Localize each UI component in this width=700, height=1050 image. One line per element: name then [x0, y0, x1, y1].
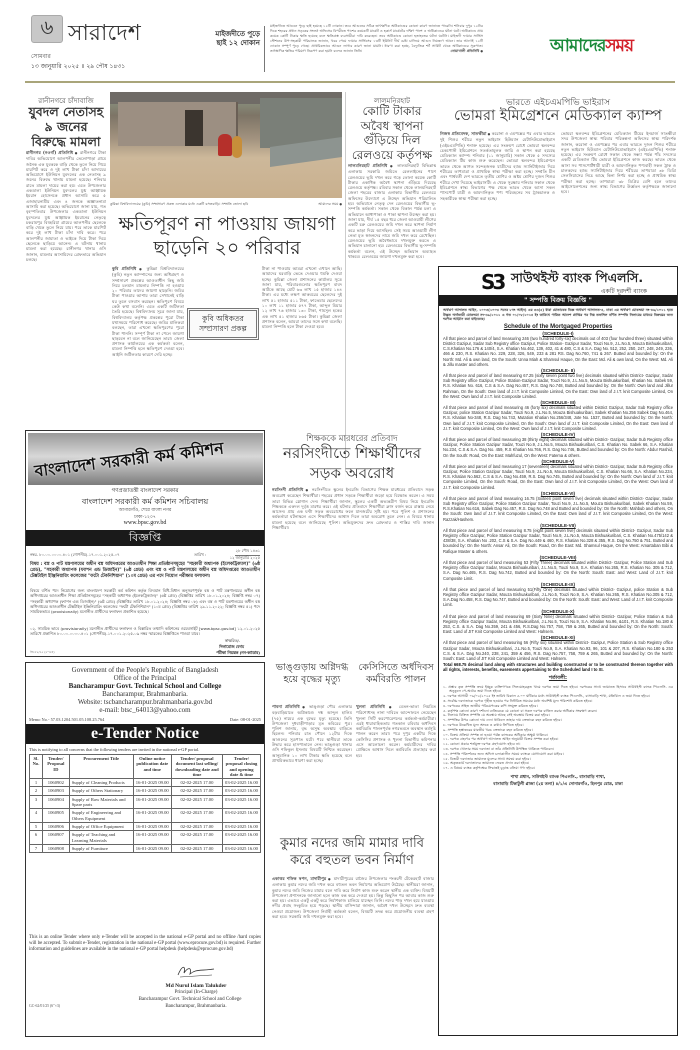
bpsc-body-2: ০২. সাময়িক ভাবে (provisionally) মনোনীত প্রার্থীদের ফলাফল ও বিস্তারিত তথ্যাদি কমিশনের ওয়েবসাইট [www.bpsc.gov.bd] ১২.০১.২০২৫ তারিখে প্রকাশিত ৮০.০০.০০০০.৪০১ (গোপনীয়).১৭.০০১.২০২৫-০৯ নম্বর স্মারকের বিজ্ঞপ্তিতে পাওয়া যাবে।	[30, 626, 260, 637]
issue-date: ১৩ জানুয়ারি ২০২৫ ॥ ২৯ পৌষ ১৪৩১	[31, 63, 126, 70]
bank-ad	[438, 266, 678, 1036]
tender-cell: 7	[30, 844, 43, 852]
tender-signer-inst: Bancharampur Govt. Technical School and College	[138, 997, 242, 1002]
schedule-title: Schedule of the Mortgaged Properties	[503, 323, 613, 330]
term-item: ১৩. দরপত্র খোলার সময় দরদাতা বা তাঁর প্রতিনিধি উপস্থিত থাকিতে পারিবেন।	[443, 746, 554, 751]
bpsc-website[interactable]: www.bpsc.gov.bd	[123, 520, 167, 526]
term-item: ৭. সম্পত্তির উপর কোনো দায় দেনা থাকিলে তাহার দায় ক্রেতাকে বহন করিতে হইবে।	[443, 718, 562, 723]
bank-footer-1: শাখা প্রধান, সাউথইস্ট ব্যাংক পিএলসি., বাসাবাড়ি শাখা,	[510, 773, 606, 779]
bpsc-ad	[25, 430, 265, 657]
bank-logo: S3	[481, 270, 504, 294]
tender-row	[30, 795, 261, 809]
hmpv-byline: নিজস্ব প্রতিবেদক, সাতক্ষীরা ●	[440, 131, 490, 136]
tender-cell: 02-02-2025 17.00	[171, 831, 222, 845]
schedule-text: All that piece and parcel of land measuring 53 (Fifty Three) decimals situated within District- Gazipur, Police Station and Sub Registry office Gazipur Sadar, Mouza Bishuakuribari, J.L.No.5, Touzi No.9, S.A. Khatian No.265, R.S. Khatian No. 305 & 712, S.A. Dag No.465, R.S. Dag No.742, Butted and bounded by: On the North: South: East: and West: Land of J.I.T. knit Composite Limit.	[443, 559, 673, 581]
schedule-label: (SCHEDULE-VII)	[540, 522, 576, 528]
schedule-text: All that piece and parcel of land measuring 56 (Fifty six) situated within District- Gazipur, Police Station & Sub Registry office Gazipur Sadar, Mouza Bishuakuribari, J.L.No.5, Touzi No.9, S.A. Khatian No.93, 96, 101 & 207, R.S. Khatian No.180 & 253 C.S. & S.A. Dag No.240, 238, 241, 359 & 456, R.S. Dag No.757, 758, 759 & 265, Butted and bounded by: On the North: South: East: Land of JIT Knit Composite Limited and West: Hahsem.	[443, 640, 673, 661]
tender-column-header: Tender/ Proposal ID	[42, 755, 69, 779]
tender-row	[30, 822, 261, 830]
left-story-headline: যুবদল নেতাসহ ৯ জনের বিরুদ্ধে মামলা	[28, 104, 104, 149]
tender-cell: 03-02-2025 16.00	[223, 779, 261, 787]
term-item: ২. দরপত্র আগামী ০৯/০২/২০২৫ ইং তারিখ বিকাল ৫.০০ ঘটিকার মধ্যে সাউথইস্ট ব্যাংক পিএলসি., বাসাবাড়ি শাখা, মতিঝিল এ জমা দিতে হইবে।	[443, 694, 650, 699]
bank-footer-2: বাসাবাড়ি টিকাটুলী প্লাজা (২য় তলা) ৪/১/এ সোনারগাঁও, হিলপুর রোড, ঢাকা	[493, 780, 623, 786]
schedule-text: All that piece and parcel of land measuring 17 (seventeen) decimals situated within District- Gazipur, Sadar Sub Registry office Gazipur, Police Station Gazipur Sadar, Touzi No.9, J.L.No.5, Mouza Bishuakuribari, C.S. Khatian No.66, S.A. Khatian No.234, R.S. Khatian No.562, C.S & S.A. Dag No.459, R.S. Dag No.745, Butted and bounded by: On the North: Own land of J.I.T. knit Composite Limited, On the South: Road, On the East: Own land of J.I.T. knit Composite Limited, On the West: Own land of J.I.T. knit Composite Limited.	[443, 463, 673, 490]
tender-table	[29, 754, 261, 853]
term-item: ১৭. এ বিষয়ে ব্যাংক কর্তৃপক্ষের সিদ্ধান্তই চূড়ান্ত বলিয়া গণ্য হইবে।	[443, 766, 535, 771]
tender-cell: 02-02-2025 17.00	[171, 822, 222, 830]
tender-gov: Government of the People's Republic of Bangladesh	[71, 666, 219, 674]
tender-cell: Supply of Engineering and Others Equipment	[69, 809, 133, 823]
schedule-text: All that piece and parcel of land measuring 8.75 (eight point seven five) decimals situated within District- Gazipur, Sadar Sub Registry office Gazipur, Police Station Gazipur Sadar, Touzi No.9, J.L.No.5, Mouza Bishuakuribari, C.S. Khatian No.475/142 & 438/38, S.A. Khatian No .202, C.S & S.A. Dag No.449 & 460, R.S. Khatian No.328 & 355, R.S. Dag No.750 & 751. Butted and bounded by: On the North: Ansar Ali, On the South: Road, On the East: Md. Shamsul Haque, On the West: Amartaban Bibi & Rafique Master & others.	[443, 527, 673, 554]
term-item: ১০. বিক্রয় প্রক্রিয়া সম্পন্ন না হওয়া পর্যন্ত ব্যাংকের অধিকার অক্ষুণ্ণ থাকিবে।	[443, 732, 548, 737]
schedule-label: (SCHEDULE- III)	[540, 400, 576, 406]
schedule-label: (SCHEDULE-V)	[541, 458, 575, 464]
pull-quote-text: কুবি অধিকতর সম্প্রসারণ প্রকল্প	[199, 314, 247, 333]
tender-code: GC-62/01/25 (6"×3)	[29, 1004, 61, 1008]
main-story-body-2: টাকা না পাওয়ায় আমরা এখনো এখানে আছি। আমাদের ঘরবাড়ি ভেঙে দেওয়ার হুমকি দেওয়া হচ্ছে। কুমিল্লা জেলা প্রশাসনের কার্যালয় সূত্রে জানা যায়, পরিবারগুলোর ক্ষতিপূরণ বাবদ আটকে আছে মোট ৬৩ লাখ ১৫ হাজার ১৪৪ টাকা। এর মধ্যে লক্ষণ আকবরের ছেলেদের দুই লাখ ৫১ হাজার ৫১১ টাকা, ফাতেমার ছেলেদের ১০ লাখ ১১ হাজার ৫৭৭ টাকা, আব্দুল মিয়ার ১২ লাখ ৭৬ হাজার ১৩০ টাকা, শামসুল হকের এক লাখ ৫১ হাজার ৮৬৫ টাকা। কুমিল্লা জেলা প্রশাসক বলেন, আমরা তাদের সঙ্গে কথা বলেছি। মামলা নিষ্পত্তি হলে টাকা দেওয়া হবে।	[229, 266, 342, 468]
schedule-text: All that piece and parcel of land measuring 246 (two hundred forty-six) decimals out of 403 (four hundred three) situated within District Gazipur, Sadar Sub Registry office Gazipur, Police Station- Gazipur Sadar, Touzi No.9, J.L.No.5, Mouza Bishuakuribari, C.S.Khatian No.176 & 140/4, S.A. Khatian No.462, 139, 402, 41 & 480, C.S & S.A. Dag No. 512, 252, 250, 247, 248, 249, 236, 466 & 230, R.S. Khatian No. 229, 228, 326, 549, 233 & 281 RS. Dag No.760, 741 & 267. Butted and bounded by: On the North: Md. Ali & own land, On the South: Unna Miah & Shamsul Haque, On the East: Md. Ali & own land, On the West: Md. Ali & Jillu master and others.	[443, 335, 673, 367]
tender-row	[30, 779, 261, 787]
tender-row	[30, 831, 261, 845]
bank-tagline: একটি দূরদর্শী ব্যাংক	[600, 288, 647, 295]
photo-person-2	[232, 136, 242, 158]
tender-cell: 2	[30, 787, 43, 795]
bpsc-date-2: ১২ জানুয়ারি ২০২৫	[229, 555, 260, 560]
tender-cell: Supply of Office Equipment	[69, 822, 133, 830]
schedule-label: (SCHEDULE-XI)	[540, 635, 576, 641]
tender-cell: Supply of Teaching and Learning Materials	[69, 831, 133, 845]
page-number-box	[31, 15, 63, 43]
fire-headline: ভাঙ্গুড়ায় অগ্নিদগ্ধ হয়ে বৃদ্ধের মৃত্যু	[275, 662, 349, 685]
tender-cell: Supply of Others Stationary	[69, 787, 133, 795]
term-item: ১১. দরপত্র গ্রহণের পর অর্থঋণ আদালত আইন অনুযায়ী বিক্রয় সম্পন্ন করা হইবে।	[443, 737, 559, 742]
bpsc-signature-1: স্বাক্ষরিত/-	[224, 638, 240, 643]
schedule-label: (SCHEDULE-X)	[541, 608, 575, 614]
bpsc-signature-2: দিলারোজ বেগম	[219, 644, 244, 649]
bank-banner: " সম্পত্তি বিক্রয় বিজ্ঞপ্তি "	[439, 295, 677, 306]
tender-email[interactable]: e-mail: btsc_64013@yahoo.com	[99, 706, 191, 714]
schedule-text: All that piece and parcel of land measuring 67.25 (sixty seven point two five) decimals situated within District- Gazipur, Sadar Sub Registry office Gazipur, Police Station-Gazipur Sadar, Touzi No.9, J.L.No.5, Mouza Bishuakuribari, Khatian No. Sabek 59, R.S. Khatian No. 616, C.S & S.A. Dag No.457, R.S. Dag No.748, Butted and bounded by: On the North: Own land and Jillur Rahman, On the South: Own land of J.I.T. knit Composite Limited, On the East: Own land of J.I.T. knit Composite Limited, On the West: Own land of J.I.T. knit Composite Limited.	[443, 373, 673, 399]
tender-column-header: Procurement Title	[69, 755, 133, 779]
schedule-text: All that piece and parcel of land measuring 51(Fifty One) decimals situated within District- Gazipur, police Station & Sub Registry office Gazipur Sadar, Mouza Bishuakuribari, J.L.No.5, Touzi No.9, S.A. Khatian No.265, R.S. Khatian No.305 & 712, S.A.Dag No.458, R.S. Dag No.747, Butted and bounded by: On the North: South: East: and West: Land of J.I.T. knit Composite Limit.	[443, 586, 673, 608]
tender-cell: Supply of Cleaning Products	[69, 779, 133, 787]
tender-cell: 03-02-2025 16.00	[223, 787, 261, 795]
term-item: ১৪. সম্পত্তি পরিদর্শনের জন্য অফিস চলাকালীন সময়ে ব্যাংকে যোগাযোগ করা যাইবে।	[443, 751, 564, 756]
bpsc-subject: বিষয় : বস্ত্র ও পাট মন্ত্রণালয়ের অধীন বস্ত্র অধিদপ্তরের আওতাধীন শিক্ষা প্রতিষ্ঠানসমূহের "সহকারী অধ্যাপক (ইলেকট্রিক্যাল)" (৬ষ্ঠ গ্রেড), "সহকারী অধ্যাপক (ফ্যাশন এন্ড ডিজাইন)" (৬ষ্ঠ গ্রেড) এবং বস্ত্র ও পাট মন্ত্রণালয়ের অধীন বস্ত্র অধিদপ্তরের আওতাধীন টেক্সটাইল ইঞ্জিনিয়ারিং কলেজের "ফটো টেকনিশিয়ান" (১০ম গ্রেড) এর পদে নিয়োগ পরীক্ষার ফলাফল।	[30, 562, 260, 579]
protest-headline: নরসিংদীতে শিক্ষার্থীদের সড়ক অবরোধ	[283, 444, 421, 482]
photo-door	[185, 110, 203, 146]
rail-story-body: লালমনিরহাট প্রতিনিধি ● লালমনিরহাট বিভিন্নাস্থ এলাকায় সরকারি জমিতে রেললাইনের পাশে রেলওয়ের ভূমি দখল করে গড়ে তোলা কয়েক কোটি টাকার একাধিক অবৈধ স্থাপনা গুঁড়িয়ে দিয়েছে রেলওয়ে কর্তৃপক্ষ। রবিবার সকাল থেকে লালমনিরহাট জেলা শহরের বাজার এলাকায় বিভাগীয় রেলওয়ে অফিসের উদ্যোগে এ উচ্ছেদ অভিযান পরিচালিত হয়। অভিযানে নেতৃত্ব দেন রেলওয়ের বিভাগীয় ভূ-সম্পত্তি কর্মকর্তা। সকাল থেকে বিকাল পর্যন্ত চলা এ অভিযানে আধাপাকা ও পাকা স্থাপনা উচ্ছেদ করা হয়। জানা যায়, দীর্ঘ ১৫ বছর ধরে জেলা আওয়ামী লীগের একটি চক্র রেলওয়ের জমি দখল করে স্থাপনা নির্মাণ করে ভাড়া দিয়ে আসছিল। সেই সময় আওয়ামী লীগ নেতা মৃত স্বজনদের নামে জমি দখল করে রেখেছিল। রেলওয়ের ভূমি অবৈধভাবে দখলমুক্ত করতে এ অভিযান চালানো হয়। রেলওয়ের বিভাগীয় ভূ-সম্পত্তি কর্মকর্তা বলেন, এই উচ্ছেদ অভিযান অব্যাহত থাকবে। রেলওয়ের জায়গা দখলমুক্ত করা হবে।	[348, 163, 436, 466]
left-story-byline: রানীনগর (নওগাঁ) প্রতিনিধি ●	[26, 150, 78, 155]
river-body: একাত্তর শফিক স্বপন, মাদারীপুর ● মাদারীপুরের রাজৈর উপজেলার শংকরদী টেকেরহাট বাজার এলাকায় কুমার নদের জমি দখল করে বহুতল ভবন নির্মাণের অভিযোগ উঠেছে। স্থানীয়রা জানান, কুমার নদের জমি নিজের মামার বলে দাবি করে নির্মাণ কাজ শুরু করেন স্থানীয় এক ব্যক্তি। বিষয়টি উপজেলা প্রশাসনকে জানানো হলে কাজ বন্ধ করে দেওয়া হয়। কিন্তু কিছুদিন পর আবার কাজ শুরু করা হয়। এভাবে একটু একটু করে নির্মাণকাজ চালিয়ে যাচ্ছেন তিনি। নদের পাড় দখল হয়ে যাওয়ায় নদীর প্রবাহ সংকুচিত হয়ে পড়ছে। স্থানীয় বাসিন্দারা জানান, অবৈধ দখল উচ্ছেদে দ্রুত ব্যবস্থা নেওয়া প্রয়োজন। উপজেলা নির্বাহী কর্মকর্তা বলেন, বিষয়টি তদন্ত করে প্রয়োজনীয় ব্যবস্থা গ্রহণ করা হবে। সরকারি জমি দখলমুক্ত করা হবে।	[272, 876, 434, 1038]
tender-cell: 02-02-2025 17.00	[171, 779, 222, 787]
protest-body: নরসিংদী প্রতিনিধি ● নরসিংদীতে স্কুলের ইংরেজি বিভাগের শিক্ষক মারধরের প্রতিবাদে সড়ক অবরোধ করেছেন শিক্ষার্থীরা। শহরের প্রধান সড়কে শিক্ষার্থীরা জড়ো হয়ে বিক্ষোভ করেন। এ সময় তারা বিভিন্ন স্লোগান দেন। শিক্ষার্থীরা জানান, স্কুলের একটি অভ্যন্তরীণ বিষয় নিয়ে ইংরেজি শিক্ষককে একদল দুর্বৃত্ত মারধর করে। এই ঘটনার প্রতিবাদে শিক্ষার্থীরা ক্লাস বর্জন করে রাস্তায় নেমে আসেন। প্রায় এক ঘণ্টা সড়ক অবরোধের ফলে যানজটের সৃষ্টি হয়। পরে পুলিশ ও প্রশাসনের কর্মকর্তারা ঘটনাস্থলে এসে শিক্ষার্থীদের আশ্বাস দিলে তারা অবরোধ তুলে নেন। এ বিষয়ে থানায় মামলা হয়েছে বলে জানিয়েছে পুলিশ। অভিযুক্তদের দ্রুত গ্রেফতার ও শাস্তির দাবি জানান শিক্ষার্থীরা।	[272, 487, 434, 657]
tender-cell: Supply of Furniture	[69, 844, 133, 852]
schedule-label: (SCHEDULE-IV)	[540, 432, 576, 438]
brief-byline: নোয়াখালী প্রতিনিধি ●	[451, 49, 483, 54]
tender-cell: 1060905	[42, 809, 69, 823]
tender-signer-place: Bancharampur, Brahmanbaria.	[165, 1004, 227, 1009]
hmpv-headline: ভোমরা ইমিগ্রেশনে মেডিক্যাল ক্যাম্প	[454, 108, 662, 124]
tender-cell: 16-01-2025 09.00	[133, 787, 171, 795]
tender-cell: 16-01-2025 09.00	[133, 809, 171, 823]
term-item: ১. প্রস্তাব কৃত সম্পত্তি ক্রয়ে ইচ্ছুক ব্যক্তিগণকে সিলমোহরকৃত খামে দরপত্র জমা দিতে হইবে। দরপত্রের সাথে জামানত হিসাবে সাউথইস্ট ব্যাংক পিএলসি. এর অনুকূলে পে-অর্ডার জমা দিতে হইবে।	[443, 684, 673, 694]
tender-cell: 03-02-2025 16.00	[223, 822, 261, 830]
fire-byline: পাবনা প্রতিনিধি ●	[272, 704, 306, 709]
tender-place: Bancharampur, Brahmanbaria.	[102, 690, 188, 698]
schedule-text: All that piece and parcel of land measuring 38 (thirty eight) decimals situated within District- Gazipur, Sadar Sub Registry office Gazipur, Police Station Gazipur Sadar, Touzi No.9, J.L.No.5, Mouza Bishuakuribari, C.S. Khatian No. Sabek 66, S.A. Khatian No.234, C.S & S.A. Dag No. 459, R.S Khatian No.766, R.S. Dag No.746, Butted and bounded by: On the North: Abdur Rashid, On the South: Road, On the East: Mahfuzul, On the West: Fatema & others.	[443, 437, 673, 458]
kcc-body: খুলনা প্রতিনিধি ● বেতন-ভাতা নিয়মিত পরিশোধসহ নানা দাবিতে আন্দোলনে নেমেছেন খুলনা সিটি করপোরেশনের কর্মকর্তা-কর্মচারীরা। এরই ধারাবাহিকতায় গতকাল রবিবার অর্ধদিবস কর্মবিরতি পালনপূর্বক নগরভবনে অবস্থান কর্মসূচি পালন করেন তারা। পরে দুপুর একটার দিকে কেসিসির প্রশাসক ও খুলনা বিভাগীয় কমিশনার এসে আলোচনা করেন। কর্মচারীদের দাবির প্রেক্ষিতে আশ্বাস দিলে কর্মবিরতি প্রত্যাহার করা হয়।	[356, 704, 436, 829]
bpsc-date-1: ২৮ পৌষ ১৪৩১	[235, 548, 260, 556]
news-photo	[110, 92, 342, 198]
main-story-body: কুবি প্রতিনিধি ● কুমিল্লা বিশ্ববিদ্যালয়ের (কুবি) নতুন ক্যাম্পাসের জন্য অধিগ্রহণ ও সম্প্রসারণ প্রকল্পের আওতাধীন কিছু জমি নিয়ে চলমান মামলার নিষ্পত্তি না হওয়ায় ২০ পরিবার তাদের জায়গা ছাড়েনি। জমির টাকা পাওয়ার আশায় তারা সেখানেই বাড়ি ঘর তুলে বসবাস করছেন। ক্ষতিপূরণ বিষয়ে কেউ কথা বলেনি। এতে একটি জটিলতা তৈরি হয়েছে। বিশ্ববিদ্যালয় সূত্রে জানা যায়, বিশ্ববিদ্যালয় কর্তৃপক্ষ প্রকল্পের পুরো টাকা যথাসময়ে পরিশোধ করেছে। জমির মালিকরা বলছেন, তারা এখনো ক্ষতিপূরণের পুরো টাকা পাননি। সম্পূর্ণ টাকা না পেলে জায়গা ছাড়বেন না বলে জানিয়েছেন তারা। জেলা প্রশাসক কার্যালয়ের এক কর্মকর্তা বলেন, মামলা নিষ্পত্তি হলে ক্ষতিপূরণ দেওয়া হবে। আইনি জটিলতার কারণে দেরি হচ্ছে।	[112, 266, 224, 468]
schedule-label: (SCHEDULE-VIII)	[539, 554, 577, 560]
tender-cell: 03-02-2025 16.00	[223, 809, 261, 823]
term-item: ৯. সম্পত্তি হস্তান্তরের যাবতীয় খরচ ক্রেতাকে বহন করিতে হইবে।	[443, 727, 533, 732]
schedule-label: (SCHEDULE-IX)	[540, 581, 576, 587]
bpsc-body: বিষয়ে বর্ণিত পদে নিয়োগের জন্য বাংলাদেশ সরকারী কর্ম কমিশন কর্তৃক বিদ্যমান বিধি-বিধান অনুসরণপূর্বক বস্ত্র ও পাট মন্ত্রণালয়ের অধীন বস্ত্র অধিদপ্তরের আওতাধীন শিক্ষা প্রতিষ্ঠানসমূহের "সহকারী অধ্যাপক (ইলেকট্রিক্যাল)" (৬ষ্ঠ গ্রেড) (বিজ্ঞপ্তির তারিখ ১৮.০১.২০২৪; বিজ্ঞপ্তি নম্বর ০৭) "সহকারী অধ্যাপক (ফ্যাশন এন্ড ডিজাইন)" (৬ষ্ঠ গ্রেড) (বিজ্ঞপ্তির তারিখ ১৮.০১.২০২৪; বিজ্ঞপ্তি নম্বর ০৮) এবং বস্ত্র ও পাট মন্ত্রণালয়ের অধীন বস্ত্র অধিদপ্তরের আওতাধীন টেক্সটাইল ইঞ্জিনিয়ারিং কলেজের "ফটো টেকনিশিয়ান" (১০ম গ্রেড) (বিজ্ঞপ্তির তারিখ ২৯.১১.২০২২; বিজ্ঞপ্তি নম্বর ৫১) পদে সাময়িকভাবে (provisionally) মনোনীত প্রার্থীদের ফলাফল প্রকাশিত হয়েছে।	[30, 588, 260, 615]
logo-part-red: সময়	[605, 36, 633, 56]
main-story-byline: কুবি প্রতিনিধি ●	[112, 266, 144, 271]
hmpv-kicker: ভারতে এইচএমপিভি ভাইরাস	[505, 98, 611, 108]
tender-cell: 02-02-2025 17.00	[171, 787, 222, 795]
river-headline: কুমার নদের জমি মামার দাবি করে বহুতল ভবন নির্মাণ	[280, 836, 424, 868]
tender-office: Office of the Principal	[113, 674, 177, 682]
bpsc-title: বিজ্ঞপ্তি	[129, 530, 161, 544]
left-story-body: রানীনগর (নওগাঁ) প্রতিনিধি ● রানীনগরে টাকা দাবির অভিযোগে আলপনীর তেলোপাড়া গ্রামে জনৈক এক যুবককে বাড়ি থেকে তুলে নিয়ে গিয়ে মারপিট করে ও দুই লাখ টাকা চাঁদা আদায়ের অভিযোগে ইউনিয়ন যুবদলের এক নেতাসহ ৯ জনের বিরুদ্ধে থানায় মামলা হয়েছে। শনিবার রাতে মামলা দায়ের করা হয়। এতে উপজেলার একডালা ইউনিয়ন যুবদলের যুগ্ম আহ্বায়ক ইমরান হোসেনকে প্রধান আসামি করে ৫ এজাহারনামীয় এবং ৪ জনকে অজ্ঞাতনামা আসামি করা হয়েছে। অভিযোগে জানা যায়, গত বৃহস্পতিবার উপজেলার একডালা ইউনিয়ন যুবদলের যুগ্ম আহ্বায়ক ইমরানের নেতৃত্বে চকরামপুর বিষহরিয়া গ্রামের আলপনীর ছেলেকে বাড়ি থেকে তুলে নিয়ে যায়। পরে তাকে মারপিট করে দুই লাখ টাকা চাঁদা দাবি করে। পরে আলপনীর জামাতা ও ভাইকে দিয়ে টাকা দিয়ে ছেলেকে ছাড়িয়ে আনেন। এ ঘটনায় থানায় মামলা করা হয়েছে। রানীনগর থানার ওসি জানান, মামলার আসামিদের গ্রেফতারে অভিযান চলছে।	[26, 150, 106, 468]
tender-column-header: Online notice publication date and time	[133, 755, 171, 779]
tender-cell: 3	[30, 795, 43, 809]
tender-cell: 16-01-2025 09.00	[133, 844, 171, 852]
schedule-label: (SCHEDULE- II)	[541, 368, 575, 373]
fire-body: পাবনা প্রতিনিধি ● ভাঙ্গুড়া পৌর এলাকার বড়বাড়িয়াতে অগ্নিকাণ্ডে দগ্ধ আব্দুল হালিম (৭৫) নামের এক বৃদ্ধের মৃত্যু হয়েছে। তিনি উপজেলা দুধবাড়ীপাড়ার মৃত কবিরের পুত্র। পুলিশ জানায়, বৃদ্ধ অসুস্থ অবস্থায় বাড়িতে ছিলেন। শনিবার রাত পৌনে ১২টার দিকে আগুনের সূত্রপাত ঘটে। পরে স্থানীয়রা তাকে উদ্ধার করে হাসপাতালে নেন। ভাঙ্গুড়া থানার ওসি শফিকুল ইসলাম বিষয়টি নিশ্চিত করেছেন। আনুমানিক ১০ লাখ টাকার ক্ষতি হয়েছে বলে প্রাথমিকভাবে ধারণা করা হচ্ছে।	[272, 704, 352, 829]
tender-note: This is an online Tender where only e-Tender will be accepted in the national e-GP portal and no offline /hard copies will be accepted. To submit e-Tender, registration in the national e-GP portal (www.eprocure.gov.bd) is required. Further information and guidelines are available in the national e-GP portal helpdesk (helpdesk@eprocure.gov.bd)	[29, 935, 261, 952]
tender-signer-title: Principal (In-Charge)	[174, 990, 218, 995]
terms-list	[443, 685, 673, 771]
masthead-rule	[25, 81, 675, 83]
bpsc-signature-3: পরীক্ষা নিয়ন্ত্রক (নন-ক্যাডার)	[216, 650, 260, 655]
tender-cell: 16-01-2025 09.00	[133, 795, 171, 809]
bpsc-address-2: ঢাকা-১২০৭	[134, 515, 156, 520]
rail-story-kicker: লালমনিরহাট	[374, 97, 410, 105]
photo-person	[218, 134, 232, 156]
tender-cell: 1	[30, 779, 43, 787]
section-title: সারাদেশ	[68, 21, 141, 46]
term-item: ৫. কর্তৃপক্ষ কোনো কারণ দর্শানো ব্যতিরেকে যে কোনো বা সকল দরপত্র বাতিল করার অধিকার সংরক্ষণ করেন।	[443, 708, 598, 713]
bpsc-gov: গণপ্রজাতন্ত্রী বাংলাদেশ সরকার	[111, 488, 179, 494]
signature-icon	[176, 963, 216, 979]
tender-institution: Bancharampur Govt. Technical School and College	[68, 682, 222, 690]
tender-column-header: Sl. No.	[30, 755, 43, 779]
photo-caption: কুমিল্লা বিশ্ববিদ্যালয়ের (কুবি) সম্প্রসারণ প্রকল্প এলাকার মধ্যে একটি বসতবাড়ি। সম্প্রতি তোলা ছবি আমাদের সময় ●	[110, 201, 342, 208]
tender-cell: 16-01-2025 09.00	[133, 779, 171, 787]
tender-cell: 03-02-2025 16.00	[223, 831, 261, 845]
term-item: ১২. কোনো প্রকার শর্তযুক্ত দরপত্র গ্রহণযোগ্য হইবে না।	[443, 742, 521, 747]
tender-column-header: Tender/ proposal document last selling/ downloading date and time	[171, 755, 222, 779]
tender-cell: 1060904	[42, 795, 69, 809]
tender-ad	[25, 662, 265, 1037]
rail-divider-left	[345, 92, 346, 472]
terms-title: শর্তাবলী:	[548, 674, 568, 681]
main-headline: ক্ষতিপূরণ না পাওয়ায় জায়গা ছাড়েনি ২০ পরিবার	[118, 213, 336, 259]
tender-memo: Memo No.- 57.03.1204.501.05.108.25.764	[29, 717, 105, 722]
term-item: ৪. দরপত্রের সহিত জাতীয় পরিচয়পত্রের কপি সংযুক্ত করিতে হইবে।	[443, 703, 538, 708]
tender-cell: 03-02-2025 16.00	[223, 844, 261, 852]
page-number: ৬	[40, 14, 54, 39]
photo-credit: আমাদের সময় ●	[318, 201, 342, 208]
tender-cell: 16-01-2025 09.00	[133, 822, 171, 830]
term-item: ৮. দরপত্রে উল্লেখিত মূল্য অংকে ও কথায় লিখিতে হইবে।	[443, 722, 524, 727]
tender-cell: 02-02-2025 17.00	[171, 795, 222, 809]
tender-date: Date: 08-01-2025	[229, 717, 261, 722]
brief-body: মাইজদীতে আগুনে পুড়ে ছাই হয়েছে ১২টি দোকান। তবে আগুনের সঠিক তাৎক্ষণিক অগ্নিকাণ্ডের কোনো কারণ জানাতে পারেনি। শনিবার দুপুর ১২টার দিকে শহরের প্রধান সড়কের সংলগ্ন অফিসের বিপরীতে পাশের কয়েকটি মার্কেট ও হকার্স মার্কেটের দক্ষিণ পাশে এ অগ্নিকাণ্ডের ঘটনা ঘটে। অগ্নিকাণ্ডে প্রায় কয়েক কোটি টাকার ক্ষতি হয়েছে বলে ক্ষতিগ্রস্ত ব্যবসায়ীরা দাবি করেছেন। তবে অগ্নিকাণ্ডে কোনো হতাহতের ঘটনা ঘটেনি। মাইজদী ফায়ার সার্ভিস স্টেশনের উপ-সহকারী পরিচালক জানান, খবর পেয়ে ফায়ার সার্ভিসের ১৩টি ইউনিট দীর্ঘ চেষ্টা চালিয়ে আগুন নিয়ন্ত্রণে আনে। তার আগেই ১২টি দোকান সম্পূর্ণ পুড়ে গেছে। প্রাথমিকভাবে আগুন লাগার কারণ জানা যায়নি। ধারণা করা হচ্ছে, বৈদ্যুতিক শর্ট সার্কিট থেকে অগ্নিকাণ্ডের সূত্রপাত। তাৎক্ষণিক ক্ষতির পরিমাণ নিরূপণ করা হয়নি বলেও জানান তিনি। নোয়াখালী প্রতিনিধি ●	[270, 24, 483, 72]
left-story-kicker: রানীনগরে চাঁদাবাজি	[38, 97, 94, 105]
tender-cell: 4	[30, 809, 43, 823]
tender-cell: 6	[30, 831, 43, 845]
schedule-list	[443, 331, 673, 661]
bpsc-banner	[28, 433, 263, 485]
term-item: ৩. সর্বোচ্চ দরদাতাকে দরপত্র গৃহীত হওয়ার পর নির্ধারিত সময়ের মধ্যে অবশিষ্ট মূল্য পরিশোধ করিতে হইবে।	[443, 698, 593, 703]
protest-byline: নরসিংদী প্রতিনিধি ●	[272, 487, 309, 492]
tender-cell: 1060907	[42, 831, 69, 845]
tender-title: e-Tender Notice	[91, 725, 199, 742]
term-item: ১৫. বিজয়ী দরদাতার জামানত মূল্যের সাথে সমন্বয় করা হইবে।	[443, 756, 531, 761]
kcc-byline: খুলনা প্রতিনিধি ●	[356, 704, 395, 709]
tender-website[interactable]: Website: tscbancharampur.brahmanbaria.gov.bd	[77, 698, 213, 706]
schedule-total: Total 668.75 decimal land along with structures and building constructed or to be constructed thereon together with all rights, interests, benefits, easements appertaining to the Scheduled land I to XI.	[443, 662, 673, 673]
bank-content	[443, 308, 673, 788]
bpsc-memo: নম্বর- ৮০.০০.০০০০.৪০১ (গোপনীয়).১৭.০০১.২০২৫-০৭	[30, 552, 120, 557]
pull-quote-box	[187, 308, 259, 340]
protest-kicker: শিক্ষককে মারধরের প্রতিবাদ	[306, 434, 398, 444]
tender-cell: 1060908	[42, 844, 69, 852]
tender-cell: 1060903	[42, 787, 69, 795]
tender-cell: 16-01-2025 09.00	[133, 831, 171, 845]
term-item: ১৬. অকৃতকার্য দরদাতাদের জামানত ফেরত প্রদান করা হইবে।	[443, 761, 530, 766]
schedule-label: (SCHEDULE-I)	[542, 330, 574, 336]
brief-divider	[264, 26, 265, 72]
kcc-headline: কেসিসিতে অর্ধদিবস কর্মবিরতি পালন	[358, 662, 434, 685]
bpsc-code: জি-৮৫/২৫ (৫"×৪)	[30, 650, 55, 654]
hmpv-body-2: ভোমরা স্থলবন্দর ইমিগ্রেশনের মেডিক্যাল টিমের ইনচার্জ সাতক্ষীরা সদর উপজেলা স্বাস্থ্য পরিবার পরিকল্পনা অফিসের স্বাস্থ্য পরিদর্শক জানান, করোনা ও এমপক্সের পর এবার ভারতে দুজন শিশুর শরীরে নতুন ভাইরাস হিউম্যান মেটানিউমোভাইরাস (এইচএমপিভি) শনাক্ত হয়েছে। এর সংক্রমণ রোধে সকাল থেকে সন্ধ্যা পর্যন্ত পাঁচ সদস্যের একটি মেডিক্যাল টিম ভোমরা ইমিগ্রেশনে কাজ করছে। ভারত থেকে আসা সব পাসপোর্টধারী যাত্রী ও আমদানিকৃত পণ্যবাহী সকল ট্রাক ও চালকদের হ্যান্ড স্যানিটাইজার দিয়ে শরীরের তাপমাত্রা ৩৮ ডিগ্রি সেলসিয়াসের নিচে আছে কিনা নির্ণয় করা হচ্ছে ও প্রাথমিক স্বাস্থ্য পরীক্ষা করা হচ্ছে। তাপমাত্রা ৩৮ ডিগ্রির বেশি হলে তাদের আইসোলেশনের জন্য স্বাস্থ্য বিভাগের উর্ধ্বতন কর্তৃপক্ষকে জানানো হবে।	[561, 131, 676, 195]
tender-cell: 02-02-2025 17.00	[171, 809, 222, 823]
bank-name: সাউথইস্ট ব্যাংক পিএলসি.	[511, 270, 644, 285]
tender-cell: 1060906	[42, 822, 69, 830]
tender-column-header: Tender/ proposal closing and opening date & time	[223, 755, 261, 779]
tender-cell: 1060902	[42, 779, 69, 787]
tender-title-bar	[26, 724, 264, 744]
tender-row	[30, 809, 261, 823]
tender-row	[30, 844, 261, 852]
hmpv-body: নিজস্ব প্রতিবেদক, সাতক্ষীরা ● করোনা ও এমপক্সের পর এবার ভারতে দুই শিশুর শরীরে নতুন ভাইরাস হিউম্যান মেটানিউমোভাইরাস (এইচএমপিভি) শনাক্ত হয়েছে। এর সংক্রমণ রোধে ভোমরা স্থলবন্দর চেকপোস্ট ইমিগ্রেশনে সতর্কতামূলক জারি ও স্থাপন করা হয়েছে মেডিক্যাল ক্যাম্প। শনিবার (১১ জানুয়ারি) সকাল থেকে ৫ সদস্যের মেডিক্যাল টিম কাজ শুরু করেছেন। ভোমরা স্থলবন্দর ইমিগ্রেশনে ভারত থেকে আগত সন্দেহজনক যাত্রীদের হ্যান্ড স্যানিটাইজার দিয়ে শরীরের তাপমাত্রা ও প্রাথমিক স্বাস্থ্য পরীক্ষা করা হচ্ছে। সম্প্রতি চীন এবং পার্শ্ববর্তী দেশ ভারতে তৃতীয় শ্রেণির ও অষ্টম শ্রেণির দুজন শিশুর শরীরে দেখা দিয়েছে ভাইরাসটি। এ থেকে সুরক্ষায় শনিবার সকাল থেকে ইমিগ্রেশনে স্বাস্থ্য বিভাগের পক্ষ থেকে ভারত থেকে আসা সকল পাসপোর্ট যাত্রী ও আমদানিকৃত পণ্য পরিবহনের সব ট্রাকচালক ও সহকারীকে স্বাস্থ্য পরীক্ষা করা হচ্ছে।	[440, 131, 555, 259]
rail-story-byline: লালমনিরহাট প্রতিনিধি ●	[348, 163, 394, 168]
bank-intro: অর্থঋণ আদালত আইন, ২০০৩(২০০৩ সনের ৮নং আইন) এর ৩৩(৫) ধারা মোতাবেক বিজ্ঞ অর্থঋণ আদালত-৪, ঢাকা এর অর্থঋণ মোকদ্দমা নং-৪৬/২০২১ হতে উদ্ভূত অর্থজারী মোকদ্দমা নং-৩৯/২০২২ এ গত ০১/০৮/২০২৪ ইং তারিখে পারিত আদেশ প্রাপ্তির পর নিম্ন তফসিল বর্ণিত সম্পত্তি নিলামের মাধ্যমে বিক্রয়ের জন্য দরপত্র আহ্বান করা যাইতেছে।	[443, 308, 673, 322]
tender-table-header	[30, 755, 261, 779]
tender-cell: 5	[30, 822, 43, 830]
river-byline: একাত্তর শফিক স্বপন, মাদারীপুর ●	[272, 876, 332, 881]
bpsc-title-bar	[26, 530, 264, 546]
tender-signer: Md Nurul Islam Talukder	[165, 983, 227, 989]
tender-cell: 03-02-2025 16.00	[223, 795, 261, 809]
weekday: সোমবার	[31, 53, 51, 60]
bpsc-date-label: তারিখ :	[194, 552, 207, 557]
bpsc-office: বাংলাদেশ সরকারী কর্ম কমিশন সচিবালয়	[81, 497, 209, 506]
tender-cell: Supply of Raw Materials and Spare parts	[69, 795, 133, 809]
rail-story-headline: কোটি টাকার অবৈধ স্থাপনা গুঁড়িয়ে দিল রেলওয়ে কর্তৃপক্ষ	[351, 104, 433, 162]
schedule-text: All that piece and parcel of land measuring 16.75 (Sixteen point seven five) decimals situated within District- Gazipur, Sadar Sub Registry office Gazipur, Police Station Gazipur Sadar, Touzi No.9, J.L.No.5, Mouza Bishuakuribari, Sabek Khatian No.59, R.S.Khatian No.616, Sabek Dag No.457, R.S. Dag No.748 and Butted and bounded by: On the North: Mahbub and others, On the South: Own land of J.I.T. knit Composite Limited, On the East: Own land of J.I.T. knit Composite Limited, On the West: Razzak/Hashem.	[443, 495, 673, 522]
signature-scribble	[176, 963, 216, 979]
schedule-text: All that piece and parcel of land measuring 69 (Sixty Nine) decimals situated within District- Gazipur, Police Station & Sub Registry office Gazipur Sadar, Mouza Bishuakuribari, J.L.No.5, Touzi No.9, S.A. Khatian No.96, &101, R.S. Khatian No.180 & 253, C.S. & S.A. Dag No.359, 241 & 456, R.S.Dag No.757, 758, 759 & 265, Butted and bounded by: On the North: South: East: Land of JIT Knit Composite Limited and West: Hahsem.	[443, 613, 673, 635]
tender-row	[30, 787, 261, 795]
schedule-label: (SCHEDULE-VI)	[540, 490, 576, 496]
logo-part-green: আমাদের	[550, 36, 606, 56]
tender-intro: This is notifying to all concerns that the following tenders are invited in the national e-GP portal.	[29, 747, 200, 752]
brief-headline: মাইজদীতে পুড়ে ছাই ১২ দোকান	[215, 30, 260, 47]
term-item: ৬. নিলামে বিক্রিত সম্পত্তি যে অবস্থায় আছে সেই অবস্থায় বিক্রয় করা হইবে।	[443, 713, 550, 718]
newspaper-logo	[550, 33, 633, 61]
bpsc-address-1: আগারগাঁও, শেরে বাংলা নগর	[118, 508, 172, 513]
bpsc-banner-text: বাংলাদেশ সরকারী কর্ম কমিশন	[33, 438, 225, 481]
schedule-text: All that piece and parcel of land measuring 46 (forty six) decimals situated within District Gazipur, Sadar Sub Registry office Gazipur, police Station Gazipur Sadar, Touzi No.9, J.L.No.5, Mouza Bishuakuribari, Sabek Khatian No.256 Sabek Dag No.464, R.S. Khatian No-348, R.S. Dag No.743, Mutation Khatian No.256/348, Jote No. 1537, Butted and bounded by: On the North: Own land of J.I.T. knit Composite Limited, On the South: Own land of J.I.T. knit Composite Limited, On the East: Own land of J.I.T. knit Composite Limited, On the West: Own land of J.I.T. knit Composite Limited.	[443, 405, 673, 431]
tender-cell: 02-02-2025 17.00	[171, 844, 222, 852]
